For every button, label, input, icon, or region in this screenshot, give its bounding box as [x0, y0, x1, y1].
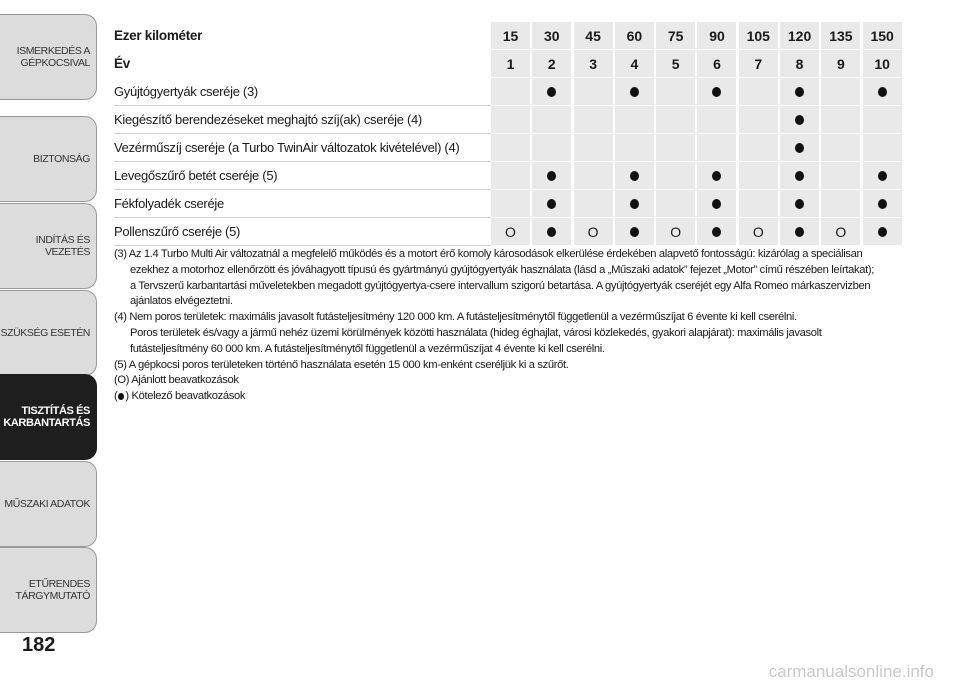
chapter-tabs	[0, 0, 100, 640]
mandatory-dot-icon	[118, 393, 124, 400]
interval-cell	[780, 162, 819, 189]
note-4: (4) Nem poros területek: maximális javasolt futásteljesítmény 120 000 km. A futásteljesítménytől függetlenül a vezérműszíjat 6 évente ki kell cserélni.	[114, 311, 797, 324]
interval-cell	[574, 190, 613, 217]
operation-label: Kiegészítő berendezéseket meghajtó szíj(ak) cseréje (4)	[114, 106, 491, 134]
interval-cell	[739, 78, 778, 105]
operation-label: Levegőszűrő betét cseréje (5)	[114, 162, 491, 190]
mandatory-dot-icon	[547, 199, 556, 209]
year-cell: 2	[532, 50, 571, 77]
year-cell: 7	[739, 50, 778, 77]
interval-cell	[491, 106, 530, 133]
year-cell: 10	[863, 50, 902, 77]
km-header-row	[114, 22, 904, 50]
mandatory-dot-icon	[547, 171, 556, 181]
interval-cell	[739, 190, 778, 217]
km-cell: 105	[739, 22, 778, 49]
interval-cell	[532, 106, 571, 133]
interval-cell	[821, 134, 860, 161]
tab-label: BIZTONSÁG	[33, 153, 90, 165]
interval-cell	[574, 134, 613, 161]
interval-cell	[656, 78, 695, 105]
tab-label: ETŰRENDES TÁRGYMUTATÓ	[15, 578, 90, 602]
interval-cells	[491, 218, 904, 246]
watermark: carmanualsonline.info	[768, 662, 934, 681]
interval-cells	[491, 106, 904, 134]
km-cell: 75	[656, 22, 695, 49]
schedule-row	[114, 106, 904, 134]
interval-cell	[532, 162, 571, 189]
tab-label: TISZTÍTÁS ÉS KARBANTARTÁS	[3, 405, 90, 429]
interval-cell	[532, 78, 571, 105]
tab-label: SZÜKSÉG ESETÉN	[0, 327, 90, 339]
mandatory-dot-icon	[878, 199, 887, 209]
interval-cell	[863, 78, 902, 105]
operation-label: Pollenszűrő cseréje (5)	[114, 218, 491, 246]
year-cell: 5	[656, 50, 695, 77]
interval-cell	[821, 106, 860, 133]
operation-label: Fékfolyadék cseréje	[114, 190, 491, 218]
schedule-row	[114, 134, 904, 162]
legend-recommended: (O) Ajánlott beavatkozások	[114, 374, 239, 387]
operation-label: Gyújtógyertyák cseréje (3)	[114, 78, 491, 106]
mandatory-dot-icon	[630, 199, 639, 209]
legend-mandatory	[114, 389, 914, 405]
recommended-mark: O	[670, 223, 682, 240]
interval-cell	[615, 106, 654, 133]
interval-cell	[574, 78, 613, 105]
interval-cell	[697, 106, 736, 133]
note-4-cont: Poros területek és/vagy a jármű nehéz üzemi körülmények közötti használata (hideg éghajlat, városi közlekedés, gyakori alapjárat): maximális javasolt	[130, 326, 822, 339]
note-3-cont: a Tervszerű karbantartási műveletekben megadott gyújtógyertya-csere intervallum szigorú betartása. A gyújtógyertyák cseréjét egy Alfa Romeo márkaszervizben	[130, 279, 871, 292]
note-3: (3) Az 1.4 Turbo Multi Air változatnál a megfelelő működés és a motort érő komoly károsodások elkerülése érdekében alapvető fontosságú: kizárólag a speciálisan	[114, 248, 863, 260]
interval-cell	[780, 106, 819, 133]
interval-cells	[491, 190, 904, 218]
interval-cell	[615, 218, 654, 245]
interval-cell	[863, 162, 902, 189]
interval-cell	[697, 162, 736, 189]
note-4-cont: futásteljesítmény 60 000 km. A futásteljesítménytől függetlenül a vezérműszíjat 4 évente ki kell cserélni.	[130, 342, 605, 355]
mandatory-dot-icon	[712, 199, 721, 209]
mandatory-dot-icon	[630, 171, 639, 181]
mandatory-dot-icon	[630, 87, 639, 97]
tab-targymutato[interactable]	[0, 547, 97, 633]
interval-cell	[574, 162, 613, 189]
km-cell: 45	[574, 22, 613, 49]
interval-cell	[863, 218, 902, 245]
mandatory-dot-icon	[878, 87, 887, 97]
mandatory-dot-icon	[795, 143, 804, 153]
interval-cell	[656, 106, 695, 133]
tab-label: INDÍTÁS ÉS VEZETÉS	[35, 234, 90, 258]
interval-cell	[615, 162, 654, 189]
maintenance-schedule-table	[114, 22, 904, 246]
year-cell: 1	[491, 50, 530, 77]
mandatory-dot-icon	[712, 171, 721, 181]
tab-szukseg[interactable]	[0, 290, 97, 376]
year-header-row	[114, 50, 904, 78]
recommended-mark: O	[505, 223, 516, 240]
km-cell: 120	[780, 22, 819, 49]
interval-cells	[491, 162, 904, 190]
schedule-row	[114, 78, 904, 106]
interval-cell	[739, 106, 778, 133]
interval-cell	[697, 134, 736, 161]
mandatory-dot-icon	[630, 227, 639, 237]
mandatory-dot-icon	[795, 199, 804, 209]
year-header-cells	[491, 50, 904, 78]
interval-cell	[739, 134, 778, 161]
mandatory-dot-icon	[547, 87, 556, 97]
recommended-mark: O	[587, 223, 599, 240]
tab-biztonsag[interactable]	[0, 116, 97, 202]
interval-cell	[863, 190, 902, 217]
schedule-row	[114, 218, 904, 246]
year-cell: 9	[821, 50, 860, 77]
interval-cell	[821, 190, 860, 217]
mandatory-dot-icon	[878, 227, 887, 237]
year-header-label: Év	[114, 56, 130, 71]
recommended-mark: O	[835, 223, 847, 240]
tab-tisztitas[interactable]	[0, 374, 97, 460]
mandatory-dot-icon	[795, 171, 804, 181]
interval-cell	[739, 218, 778, 245]
interval-cell	[863, 106, 902, 133]
tab-label: ISMERKEDÉS A GÉPKOCSIVAL	[16, 45, 90, 69]
legend-mandatory-text: ) Kötelező beavatkozások	[125, 390, 246, 403]
interval-cell	[532, 134, 571, 161]
km-header-cells	[491, 22, 904, 50]
interval-cell	[821, 218, 860, 245]
interval-cell	[491, 218, 530, 245]
km-cell: 60	[615, 22, 654, 49]
interval-cell	[739, 162, 778, 189]
year-cell: 8	[780, 50, 819, 77]
km-cell: 30	[532, 22, 571, 49]
interval-cell	[821, 162, 860, 189]
interval-cell	[532, 190, 571, 217]
interval-cell	[656, 162, 695, 189]
mandatory-dot-icon	[795, 115, 804, 125]
note-3-cont: ezekhez a motorhoz ellenőrzött és jóváhagyott típusú és gyártmányú gyújtógyertyák használata (lásd a „Műszaki adatok” fejezet „Motor” című részében leírtakat);	[130, 263, 875, 276]
legend-open-paren: (	[114, 390, 118, 403]
tab-inditas[interactable]	[0, 203, 97, 289]
interval-cell	[532, 218, 571, 245]
interval-cell	[656, 218, 695, 245]
interval-cell	[615, 134, 654, 161]
interval-cell	[491, 134, 530, 161]
interval-cell	[656, 134, 695, 161]
km-cell: 150	[863, 22, 902, 49]
interval-cell	[780, 190, 819, 217]
schedule-row	[114, 190, 904, 218]
interval-cell	[821, 78, 860, 105]
interval-cell	[574, 218, 613, 245]
year-cell: 3	[574, 50, 613, 77]
interval-cell	[780, 134, 819, 161]
year-cell: 4	[615, 50, 654, 77]
km-header-label: Ezer kilométer	[114, 28, 203, 43]
interval-cell	[780, 78, 819, 105]
recommended-mark: O	[752, 223, 764, 240]
interval-cell	[656, 190, 695, 217]
footnotes	[114, 247, 914, 405]
interval-cell	[780, 218, 819, 245]
interval-cell	[574, 106, 613, 133]
note-5: (5) A gépkocsi poros területeken történő használata esetén 15 000 km-enként cseréljük ki a szűrőt.	[114, 358, 569, 371]
tab-ismerkedes[interactable]	[0, 14, 97, 100]
schedule-rows	[114, 78, 904, 246]
page-number: 182	[22, 634, 56, 656]
mandatory-dot-icon	[795, 227, 804, 237]
interval-cells	[491, 134, 904, 162]
tab-label: MŰSZAKI ADATOK	[4, 498, 90, 510]
note-3-cont: ajánlatos elvégeztetni.	[130, 295, 233, 308]
interval-cells	[491, 78, 904, 106]
interval-cell	[697, 190, 736, 217]
schedule-row	[114, 162, 904, 190]
interval-cell	[697, 218, 736, 245]
mandatory-dot-icon	[712, 87, 721, 97]
interval-cell	[491, 190, 530, 217]
interval-cell	[491, 78, 530, 105]
km-cell: 135	[821, 22, 860, 49]
interval-cell	[615, 190, 654, 217]
interval-cell	[863, 134, 902, 161]
tab-muszaki[interactable]	[0, 461, 97, 547]
km-cell: 15	[491, 22, 530, 49]
mandatory-dot-icon	[878, 171, 887, 181]
mandatory-dot-icon	[547, 227, 556, 237]
operation-label: Vezérműszíj cseréje (a Turbo TwinAir változatok kivételével) (4)	[114, 134, 491, 162]
mandatory-dot-icon	[795, 87, 804, 97]
interval-cell	[491, 162, 530, 189]
interval-cell	[615, 78, 654, 105]
year-cell: 6	[697, 50, 736, 77]
mandatory-dot-icon	[712, 227, 721, 237]
km-cell: 90	[697, 22, 736, 49]
interval-cell	[697, 78, 736, 105]
